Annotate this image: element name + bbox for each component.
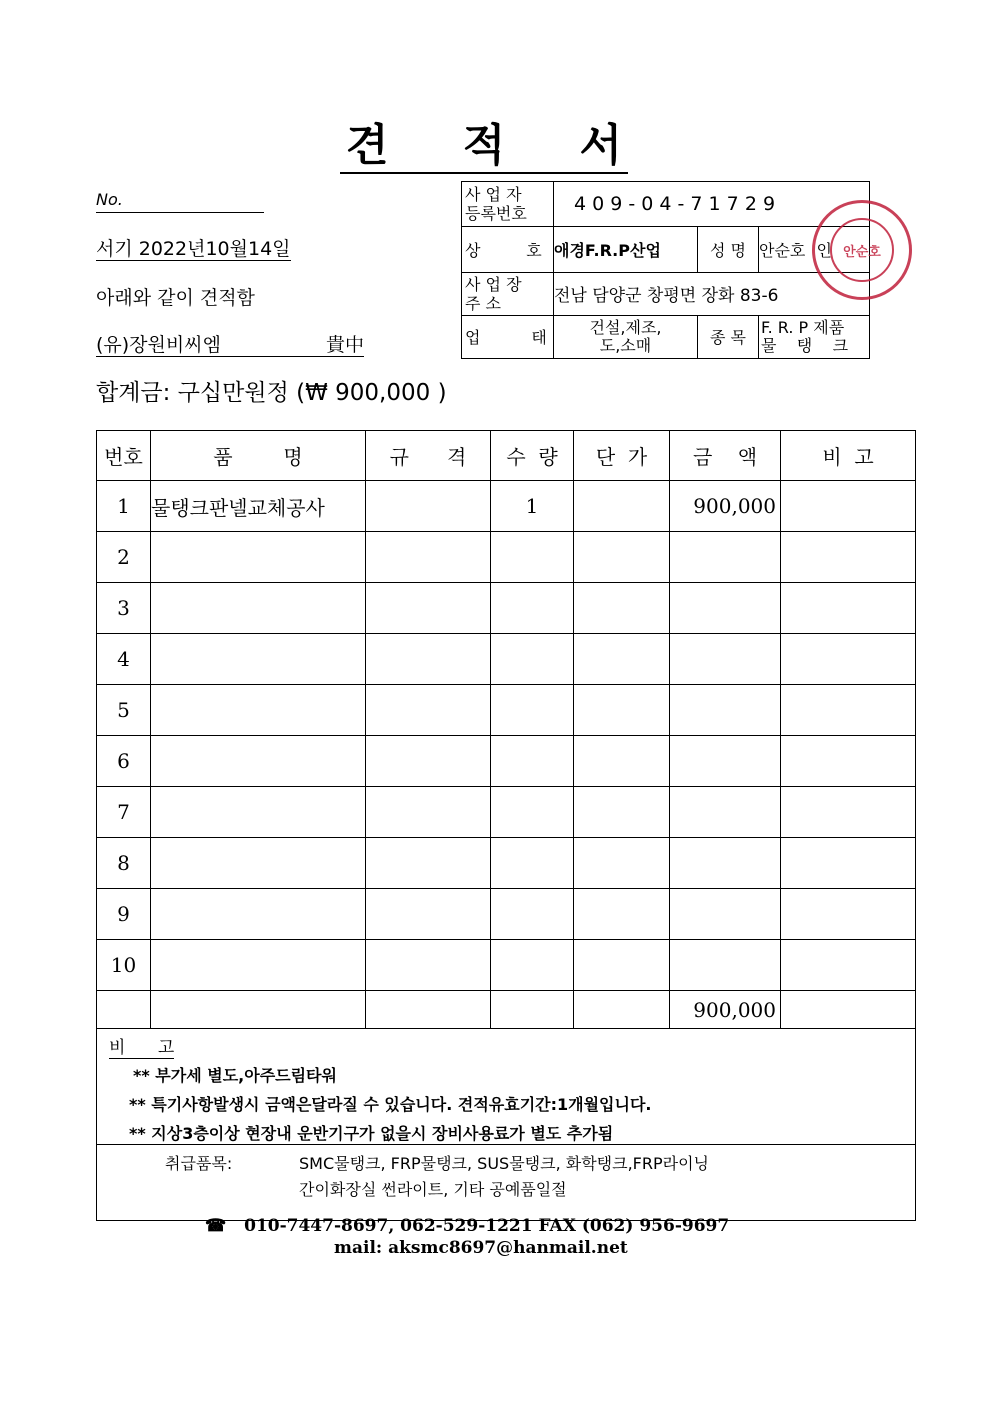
row-number: 1 bbox=[97, 481, 151, 532]
client-line bbox=[96, 330, 364, 357]
row-number: 4 bbox=[97, 634, 151, 685]
header-amount: 금 액 bbox=[670, 431, 781, 481]
header-price: 단 가 bbox=[574, 431, 670, 481]
table-row bbox=[97, 787, 916, 838]
row-qty bbox=[491, 889, 574, 940]
name-label: 성 명 bbox=[698, 227, 759, 272]
table-row bbox=[97, 838, 916, 889]
table-row bbox=[97, 685, 916, 736]
contact-mail: mail: aksmc8697@hanmail.net bbox=[334, 1238, 628, 1258]
biz-type: 건설,제조, 도,소매 bbox=[554, 315, 698, 358]
row-item-name bbox=[151, 736, 366, 787]
client-name: (유)장원비씨엠 bbox=[96, 334, 221, 356]
row-item-name bbox=[151, 838, 366, 889]
row-unit-price bbox=[574, 736, 670, 787]
table-row bbox=[97, 634, 916, 685]
row-item-name bbox=[151, 634, 366, 685]
row-spec bbox=[366, 838, 491, 889]
row-amount bbox=[670, 532, 781, 583]
supplier-table bbox=[461, 181, 870, 359]
handled-cell bbox=[97, 1145, 916, 1221]
remark-line-1: ** 부가세 별도,아주드림타워 bbox=[133, 1066, 337, 1085]
row-remark bbox=[781, 481, 916, 532]
company-name: 애경F.R.P산업 bbox=[554, 227, 698, 272]
row-remark bbox=[781, 685, 916, 736]
seal-inner-text: 안순호 bbox=[843, 244, 881, 260]
address-label: 사 업 장 주 소 bbox=[462, 272, 554, 315]
remark-line-3: ** 지상3층이상 현장내 운반기구가 없을시 장비사용료가 별도 추가됨 bbox=[129, 1124, 614, 1143]
row-amount: 900,000 bbox=[670, 481, 781, 532]
row-remark bbox=[781, 634, 916, 685]
contact-phone: 010-7447-8697, 062-529-1221 FAX (062) 956-9697 bbox=[244, 1216, 730, 1236]
row-unit-price bbox=[574, 685, 670, 736]
table-row bbox=[97, 736, 916, 787]
row-remark bbox=[781, 838, 916, 889]
row-spec bbox=[366, 736, 491, 787]
row-number: 2 bbox=[97, 532, 151, 583]
row-qty bbox=[491, 634, 574, 685]
handled-label: 취급품목: bbox=[165, 1154, 233, 1173]
reg-number: 4 0 9 - 0 4 - 7 1 7 2 9 bbox=[554, 182, 870, 227]
row-amount bbox=[670, 685, 781, 736]
row-unit-price bbox=[574, 583, 670, 634]
row-unit-price bbox=[574, 532, 670, 583]
header-spec: 규 격 bbox=[366, 431, 491, 481]
handled-items-2: 간이화장실 썬라이트, 기타 공예품일절 bbox=[299, 1180, 567, 1199]
row-number: 6 bbox=[97, 736, 151, 787]
row-remark bbox=[781, 889, 916, 940]
row-item-name bbox=[151, 532, 366, 583]
remarks-row bbox=[97, 1029, 916, 1145]
row-remark bbox=[781, 736, 916, 787]
sum-row bbox=[97, 991, 916, 1029]
row-item-name bbox=[151, 787, 366, 838]
items-table bbox=[96, 430, 916, 1221]
row-unit-price bbox=[574, 787, 670, 838]
table-row bbox=[97, 532, 916, 583]
total-amount: 합계금: 구십만원정 (₩ 900,000 ) bbox=[96, 380, 447, 406]
telephone-icon: ☎ bbox=[205, 1216, 227, 1236]
row-unit-price bbox=[574, 889, 670, 940]
row-item-name bbox=[151, 685, 366, 736]
row-spec bbox=[366, 481, 491, 532]
row-remark bbox=[781, 940, 916, 991]
item-type: F. R. P 제품 물 탱 크 bbox=[759, 315, 870, 358]
row-spec bbox=[366, 583, 491, 634]
row-remark bbox=[781, 532, 916, 583]
row-item-name bbox=[151, 583, 366, 634]
table-row bbox=[97, 583, 916, 634]
item-label: 종 목 bbox=[698, 315, 759, 358]
reg-label: 사 업 자 등록번호 bbox=[462, 182, 554, 227]
sum-cell-empty bbox=[97, 991, 151, 1029]
row-number: 5 bbox=[97, 685, 151, 736]
row-amount bbox=[670, 736, 781, 787]
row-qty bbox=[491, 940, 574, 991]
remarks-label: 비 고 bbox=[109, 1033, 174, 1059]
biz-type-label: 업 태 bbox=[462, 315, 554, 358]
row-spec bbox=[366, 634, 491, 685]
row-qty bbox=[491, 736, 574, 787]
contact-phone-line bbox=[205, 1216, 729, 1236]
header-no: 번호 bbox=[97, 431, 151, 481]
remarks-cell bbox=[97, 1029, 916, 1145]
row-remark bbox=[781, 787, 916, 838]
sum-cell-empty bbox=[491, 991, 574, 1029]
row-unit-price bbox=[574, 838, 670, 889]
seal-inner bbox=[830, 218, 894, 282]
table-header-row bbox=[97, 431, 916, 481]
sum-amount: 900,000 bbox=[670, 991, 781, 1029]
row-number: 8 bbox=[97, 838, 151, 889]
row-spec bbox=[366, 685, 491, 736]
address: 전남 담양군 창평면 장화 83-6 bbox=[554, 272, 870, 315]
number-field bbox=[96, 190, 264, 213]
header-remark: 비 고 bbox=[781, 431, 916, 481]
sum-cell-empty bbox=[781, 991, 916, 1029]
row-item-name bbox=[151, 940, 366, 991]
notice-text: 아래와 같이 견적함 bbox=[96, 287, 255, 309]
row-amount bbox=[670, 787, 781, 838]
sum-cell-empty bbox=[574, 991, 670, 1029]
document-title bbox=[340, 118, 628, 174]
seal-mark: 인 bbox=[816, 240, 832, 260]
handled-items-1: SMC물탱크, FRP물탱크, SUS물탱크, 화학탱크,FRP라이닝 bbox=[299, 1154, 709, 1173]
header-item: 품 명 bbox=[151, 431, 366, 481]
row-amount bbox=[670, 940, 781, 991]
row-qty bbox=[491, 685, 574, 736]
header-qty: 수 량 bbox=[491, 431, 574, 481]
row-number: 10 bbox=[97, 940, 151, 991]
row-unit-price bbox=[574, 940, 670, 991]
owner-name: 안순호 bbox=[759, 240, 806, 260]
row-qty bbox=[491, 532, 574, 583]
row-spec bbox=[366, 532, 491, 583]
sum-cell-empty bbox=[151, 991, 366, 1029]
date-text: 서기 2022년10월14일 bbox=[96, 234, 291, 261]
client-suffix: 貴中 bbox=[325, 334, 364, 356]
row-qty bbox=[491, 838, 574, 889]
row-amount bbox=[670, 838, 781, 889]
title-char-3: 서 bbox=[579, 120, 622, 171]
company-label: 상 호 bbox=[462, 227, 554, 272]
row-remark bbox=[781, 583, 916, 634]
row-number: 7 bbox=[97, 787, 151, 838]
row-number: 9 bbox=[97, 889, 151, 940]
table-row bbox=[97, 889, 916, 940]
row-spec bbox=[366, 940, 491, 991]
handled-row bbox=[97, 1145, 916, 1221]
row-amount bbox=[670, 889, 781, 940]
row-qty bbox=[491, 787, 574, 838]
row-spec bbox=[366, 889, 491, 940]
row-qty bbox=[491, 583, 574, 634]
row-unit-price bbox=[574, 634, 670, 685]
title-char-2: 적 bbox=[462, 120, 506, 171]
row-number: 3 bbox=[97, 583, 151, 634]
row-item-name bbox=[151, 889, 366, 940]
row-qty: 1 bbox=[491, 481, 574, 532]
row-spec bbox=[366, 787, 491, 838]
sum-cell-empty bbox=[366, 991, 491, 1029]
row-amount bbox=[670, 583, 781, 634]
row-item-name: 물탱크판넬교체공사 bbox=[151, 481, 366, 532]
remark-line-2: ** 특기사항발생시 금액은달라질 수 있습니다. 견적유효기간:1개월입니다. bbox=[129, 1095, 652, 1114]
table-row bbox=[97, 940, 916, 991]
title-char-1: 견 bbox=[346, 120, 389, 171]
row-unit-price bbox=[574, 481, 670, 532]
number-label: No. bbox=[96, 190, 123, 209]
table-row bbox=[97, 481, 916, 532]
row-amount bbox=[670, 634, 781, 685]
company-seal-stamp bbox=[812, 200, 912, 300]
